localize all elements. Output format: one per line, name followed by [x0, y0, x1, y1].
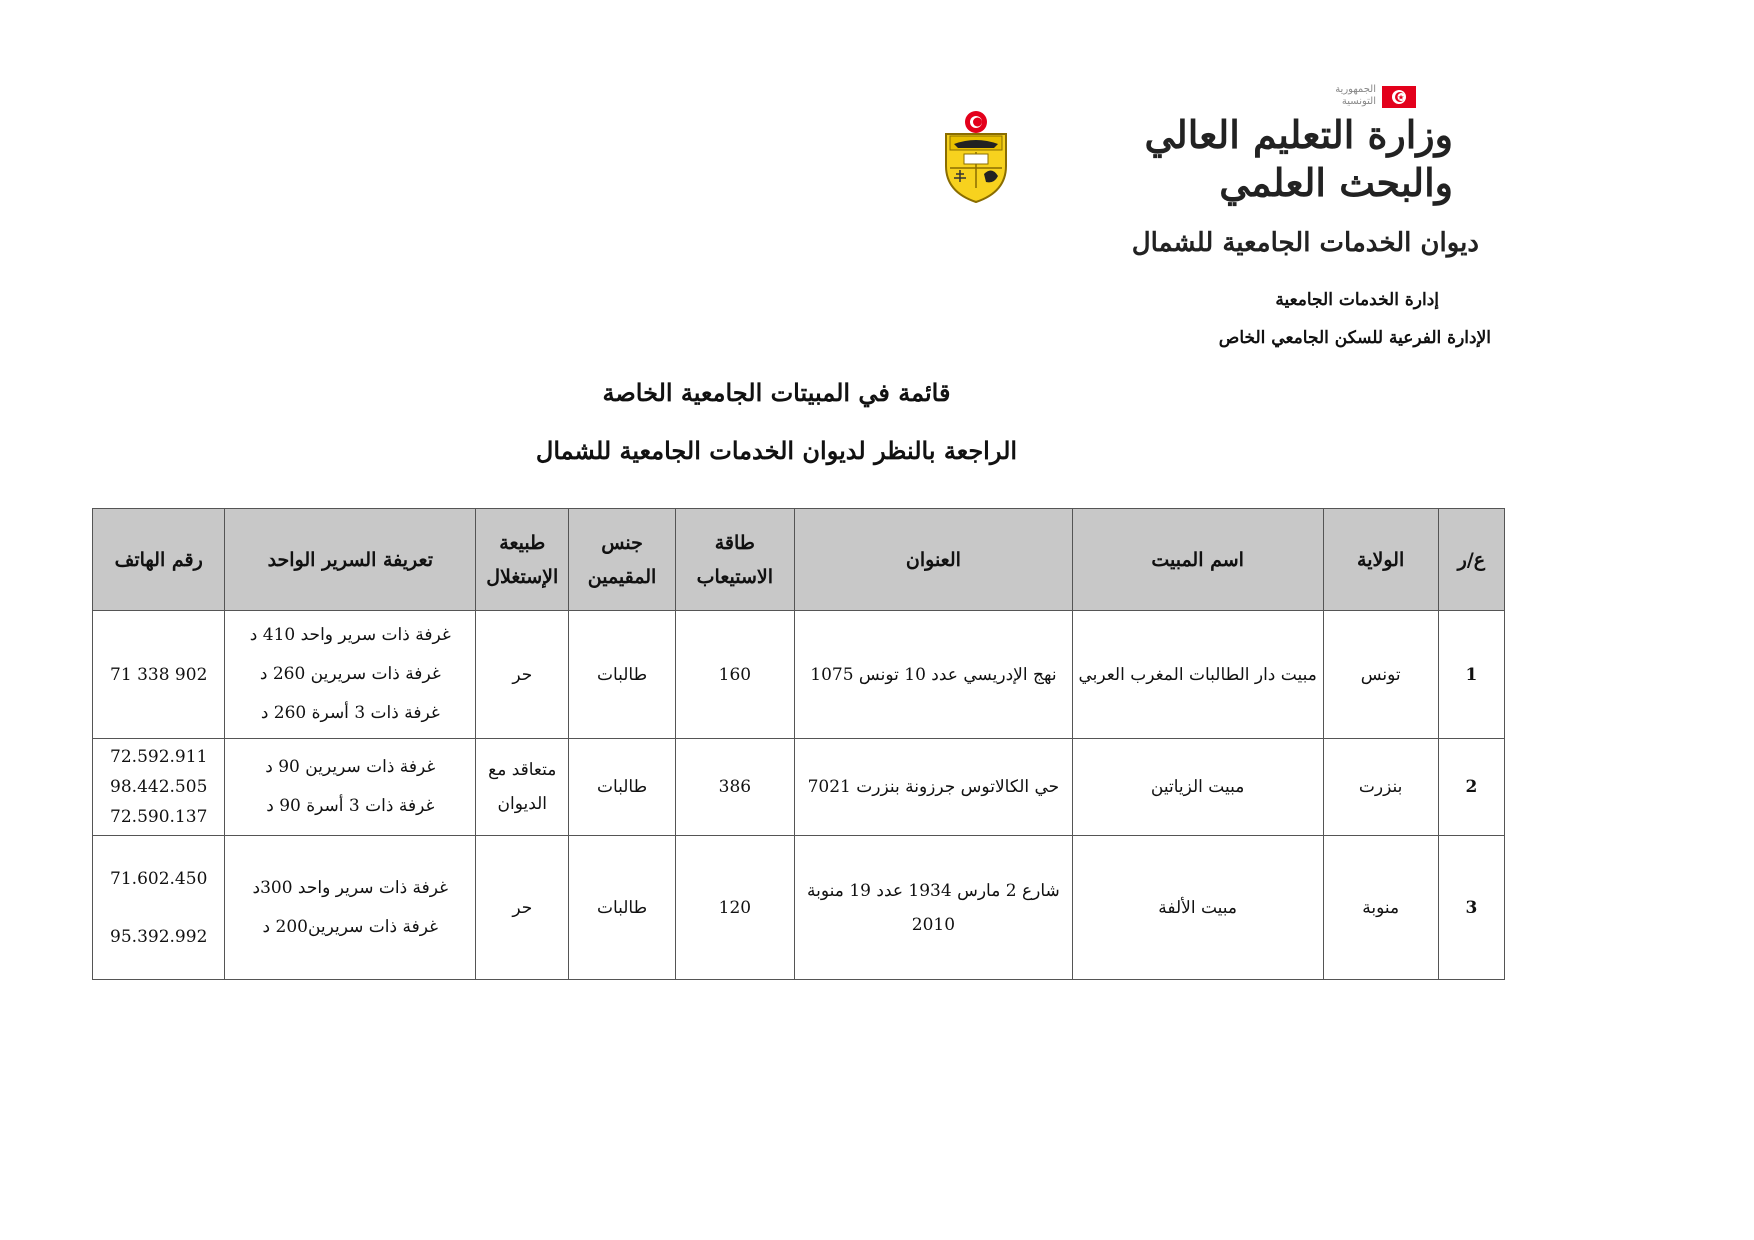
phone-number: 95.392.992 [110, 926, 208, 947]
dormitories-table [92, 508, 1505, 980]
header-capacity-line2: الاستيعاب [696, 565, 774, 588]
header-index: ع/ر [1438, 509, 1504, 611]
cell-address: نهج الإدريسي عدد 10 تونس 1075 [795, 611, 1073, 739]
cell-name: مبيت دار الطالبات المغرب العربي [1072, 611, 1323, 739]
office-name: ديوان الخدمات الجامعية للشمال [1131, 228, 1479, 258]
header-gender-line1: جنس [601, 531, 643, 554]
cell-operation: حر [476, 836, 569, 980]
rate-line: غرفة ذات سرير واحد 410 د [249, 625, 451, 645]
phone-number: 72.592.911 [110, 747, 208, 767]
header-operation-line1: طبيعة [499, 531, 546, 554]
document-title-line1: قائمة في المبيتات الجامعية الخاصة [602, 378, 951, 407]
document-title-line2: الراجعة بالنظر لديوان الخدمات الجامعية للشمال [535, 436, 1018, 465]
rate-line: غرفة ذات سريرين200 د [262, 916, 439, 937]
header-phone: رقم الهاتف [93, 509, 225, 611]
table-header-row [93, 509, 1505, 611]
cell-operation: متعاقد مع الديوان [476, 739, 569, 836]
cell-gender: طالبات [569, 611, 675, 739]
cell-governorate: تونس [1323, 611, 1438, 739]
cell-rates [225, 739, 476, 836]
rate-line: غرفة ذات سرير واحد 300د [252, 877, 449, 898]
header-gender [569, 509, 675, 611]
phone-number: 72.590.137 [110, 807, 208, 827]
header-gender-line2: المقيمين [587, 565, 657, 588]
cell-rates [225, 611, 476, 739]
cell-capacity: 120 [675, 836, 794, 980]
phone-number: 71.602.450 [110, 868, 208, 889]
header-governorate: الولاية [1323, 509, 1438, 611]
cell-capacity: 160 [675, 611, 794, 739]
cell-governorate: بنزرت [1323, 739, 1438, 836]
cell-operation: حر [476, 611, 569, 739]
header-address: العنوان [795, 509, 1073, 611]
cell-index: 3 [1438, 836, 1504, 980]
rate-line: غرفة ذات 3 أسرة 90 د [266, 796, 435, 816]
header-operation [476, 509, 569, 611]
cell-address: حي الكالاتوس جرزونة بنزرت 7021 [795, 739, 1073, 836]
cell-address: شارع 2 مارس 1934 عدد 19 منوبة 2010 [795, 836, 1073, 980]
sub-department-name: الإدارة الفرعية للسكن الجامعي الخاص [1218, 328, 1491, 348]
cell-capacity: 386 [675, 739, 794, 836]
ministry-name-line2: والبحث العلمي [1219, 160, 1453, 205]
cell-gender: طالبات [569, 836, 675, 980]
table-row [93, 836, 1505, 980]
rate-line: غرفة ذات سريرين 90 د [265, 757, 436, 777]
table-row [93, 739, 1505, 836]
coat-of-arms-icon [940, 108, 1012, 204]
cell-phone [93, 836, 225, 980]
cell-index: 1 [1438, 611, 1504, 739]
cell-name: مبيت الألفة [1072, 836, 1323, 980]
republic-flag-badge [1320, 84, 1418, 110]
header-capacity [675, 509, 794, 611]
rate-line: غرفة ذات 3 أسرة 260 د [260, 703, 440, 723]
ministry-name-line1: وزارة التعليم العالي [1144, 112, 1453, 157]
header-name: اسم المبيت [1072, 509, 1323, 611]
cell-gender: طالبات [569, 739, 675, 836]
header-capacity-line1: طاقة [714, 531, 755, 554]
department-name: إدارة الخدمات الجامعية [1275, 290, 1439, 310]
header-rate: تعريفة السرير الواحد [225, 509, 476, 611]
phone-number: 98.442.505 [110, 777, 208, 797]
table-row [93, 611, 1505, 739]
cell-name: مبيت الزياتين [1072, 739, 1323, 836]
cell-governorate: منوبة [1323, 836, 1438, 980]
cell-index: 2 [1438, 739, 1504, 836]
phone-number: 71 338 902 [110, 664, 208, 685]
header-operation-line2: الإستغلال [486, 565, 559, 588]
cell-phone [93, 611, 225, 739]
rate-line: غرفة ذات سريرين 260 د [259, 664, 441, 684]
cell-phone [93, 739, 225, 836]
cell-rates [225, 836, 476, 980]
republic-text: الجمهورية التونسية [1335, 84, 1376, 107]
tunisia-flag-icon [1382, 86, 1416, 108]
